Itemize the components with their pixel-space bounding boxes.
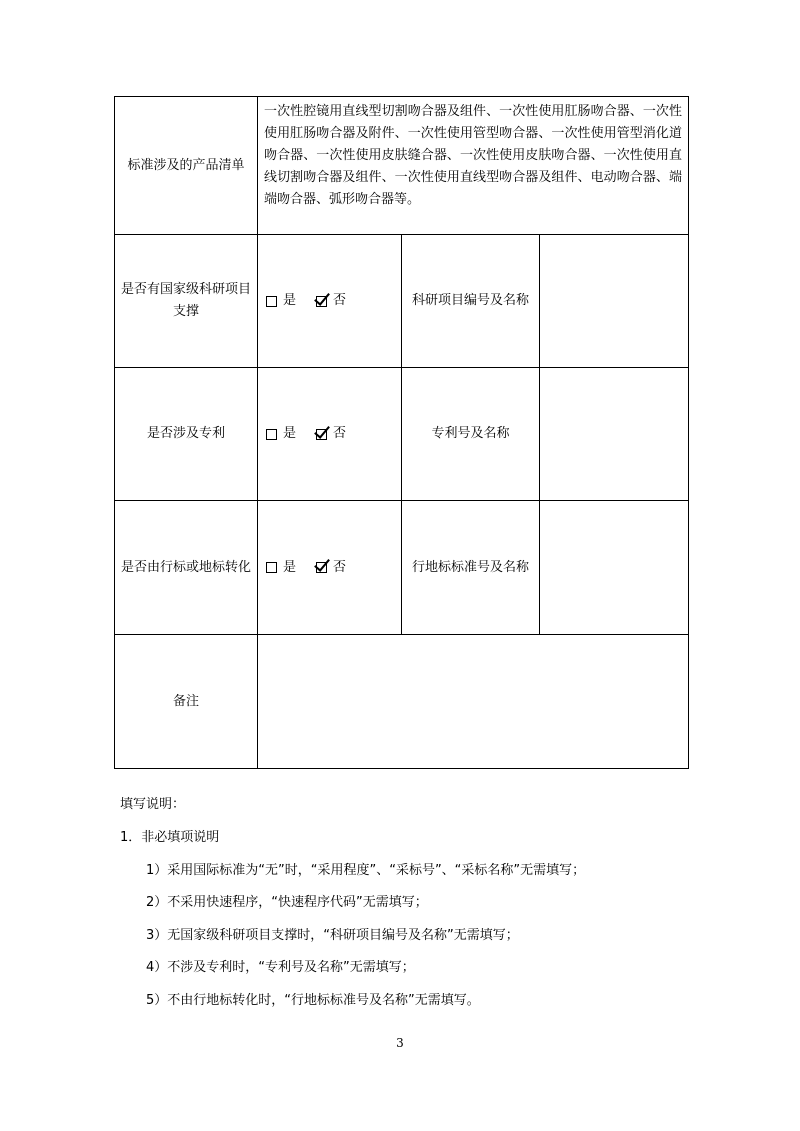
instruction-item: 3）无国家级科研项目支撑时，“科研项目编号及名称”无需填写； xyxy=(146,928,519,943)
checkbox-no-checked[interactable] xyxy=(316,296,327,307)
checkbox-yes[interactable] xyxy=(266,562,277,573)
instruction-item: 2）不采用快速程序，“快速程序代码”无需填写； xyxy=(146,895,428,910)
research-project-number-label: 科研项目编号及名称 xyxy=(402,235,540,368)
checkbox-yes[interactable] xyxy=(266,296,277,307)
choice-no-label: 否 xyxy=(333,559,347,575)
remarks-label: 备注 xyxy=(115,635,258,769)
instructions-section: 1．非必填项说明 xyxy=(120,830,220,845)
research-project-number-value[interactable] xyxy=(540,235,689,368)
conversion-label: 是否由行标或地标转化 xyxy=(115,501,258,635)
checkbox-no-checked[interactable] xyxy=(316,562,327,573)
choice-no-label: 否 xyxy=(333,293,347,308)
instruction-item: 1）采用国际标准为“无”时，“采用程度”、“采标号”、“采标名称”无需填写； xyxy=(146,863,586,878)
conversion-row xyxy=(115,501,689,635)
checkbox-no-checked[interactable] xyxy=(316,429,327,440)
remarks-value[interactable] xyxy=(258,635,689,769)
standard-number-label: 行地标标准号及名称 xyxy=(402,501,540,635)
instruction-item: 4）不涉及专利时，“专利号及名称”无需填写； xyxy=(146,960,415,975)
product-list-label: 标准涉及的产品清单 xyxy=(115,97,258,235)
standard-info-table xyxy=(114,96,689,769)
patent-label: 是否涉及专利 xyxy=(115,368,258,501)
standard-number-value[interactable] xyxy=(540,501,689,635)
patent-number-label: 专利号及名称 xyxy=(402,368,540,501)
instruction-item: 5）不由行地标转化时，“行地标标准号及名称”无需填写。 xyxy=(146,993,480,1008)
conversion-choice xyxy=(258,501,402,635)
product-list-row xyxy=(115,97,689,235)
research-project-label: 是否有国家级科研项目支撑 xyxy=(115,235,258,368)
checkbox-yes[interactable] xyxy=(266,429,277,440)
instructions-title: 填写说明： xyxy=(120,797,186,812)
page-number: 3 xyxy=(396,1036,404,1050)
patent-choice xyxy=(258,368,402,501)
research-project-row xyxy=(115,235,689,368)
choice-no-label: 否 xyxy=(333,426,347,441)
patent-number-value[interactable] xyxy=(540,368,689,501)
research-project-choice xyxy=(258,235,402,368)
product-list-value: 一次性腔镜用直线型切割吻合器及组件、一次性使用肛肠吻合器、一次性使用肛肠吻合器及附件、一次性使用管型吻合器、一次性使用管型消化道吻合器、一次性使用皮肤缝合器、一次性使用皮肤吻合器、一次性使用直线切割吻合器及组件、一次性使用直线型吻合器及组件、电动吻合器、端端吻合器、弧形吻合器等。 xyxy=(258,97,689,235)
choice-yes-label: 是 xyxy=(283,293,297,308)
patent-row xyxy=(115,368,689,501)
choice-yes-label: 是 xyxy=(283,559,297,575)
choice-yes-label: 是 xyxy=(283,426,297,441)
remarks-row xyxy=(115,635,689,769)
